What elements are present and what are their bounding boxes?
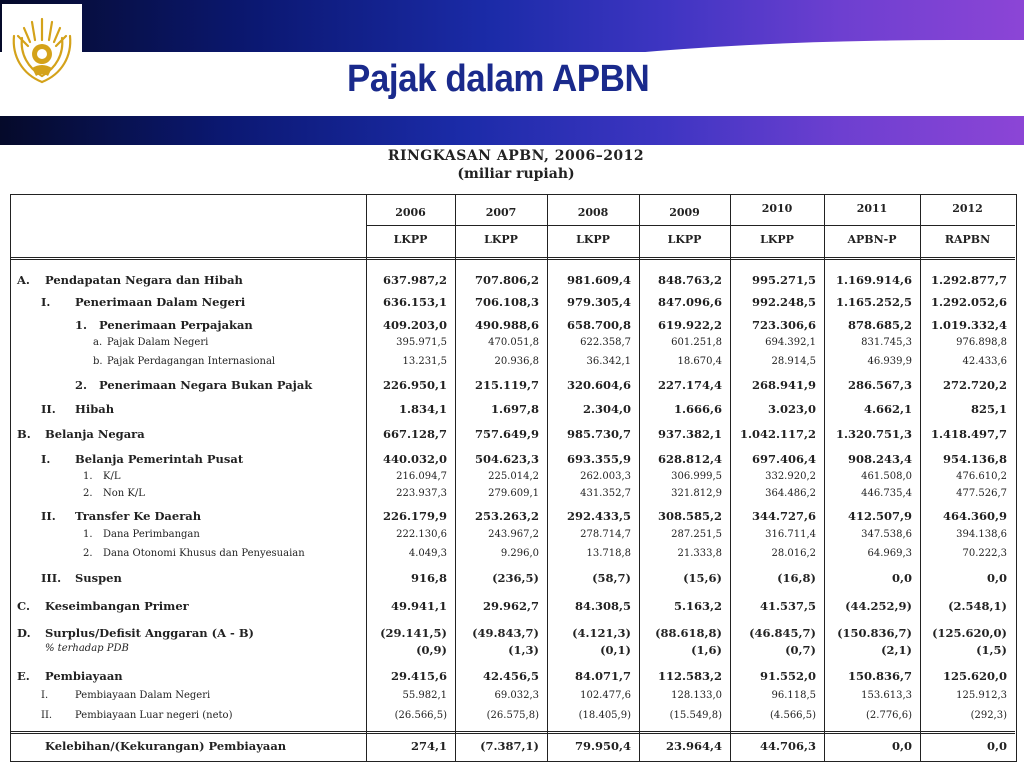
table-cell: 0,0 [986, 571, 1007, 585]
row-code: II. [41, 509, 56, 523]
table-cell: (1,3) [508, 643, 539, 657]
table-cell: 279.609,1 [488, 488, 539, 499]
table-cell: (15.549,8) [669, 710, 722, 721]
table-cell: 2.304,0 [582, 402, 631, 416]
table-cell: (16,8) [777, 571, 816, 585]
row-label: Belanja Negara [45, 427, 145, 441]
row-code: b. [93, 356, 103, 367]
table-cell: 44.706,3 [759, 739, 816, 753]
row-label: Pajak Dalam Negeri [107, 337, 209, 348]
row-code: I. [41, 295, 51, 309]
table-cell: 825,1 [970, 402, 1007, 416]
year-header: 2010 [761, 202, 793, 215]
table-cell: (26.566,5) [394, 710, 447, 721]
row-label: Pendapatan Negara dan Hibah [45, 273, 243, 287]
table-cell: 658.700,8 [566, 318, 631, 332]
table-cell: 321.812,9 [671, 488, 722, 499]
table-cell: 28.914,5 [771, 356, 816, 367]
table-cell: 395.971,5 [396, 337, 447, 348]
table-cell: 46.939,9 [867, 356, 912, 367]
table-cell: 4.662,1 [863, 402, 912, 416]
table-cell: (0,9) [416, 643, 447, 657]
table-cell: 636.153,1 [382, 295, 447, 309]
row-label: Dana Otonomi Khusus dan Penyesuaian [103, 548, 305, 559]
row-code: 1. [83, 529, 93, 540]
table-cell: 64.969,3 [867, 548, 912, 559]
row-code: 2. [83, 488, 93, 499]
row-label: Transfer Ke Daerah [75, 509, 202, 523]
status-header: LKPP [393, 233, 428, 246]
table-cell: 69.032,3 [494, 690, 539, 701]
table-cell: 667.128,7 [382, 427, 447, 441]
table-cell: (26.575,8) [486, 710, 539, 721]
row-label: Hibah [75, 402, 115, 416]
table-cell: (1,6) [691, 643, 722, 657]
table-cell: 831.745,3 [861, 337, 912, 348]
row-label: Pembiayaan Luar negeri (neto) [75, 710, 233, 721]
table-cell: 125.620,0 [942, 669, 1007, 683]
table-cell: 3.023,0 [767, 402, 816, 416]
row-code: II. [41, 402, 56, 416]
table-cell: (150.836,7) [837, 626, 912, 640]
table-cell: 243.967,2 [488, 529, 539, 540]
table-cell: 262.003,3 [580, 471, 631, 482]
table-cell: 477.526,7 [956, 488, 1007, 499]
table-cell: 36.342,1 [586, 356, 631, 367]
table-cell: 707.806,2 [474, 273, 539, 287]
row-label: Penerimaan Perpajakan [99, 318, 253, 332]
table-cell: 0,0 [891, 739, 912, 753]
footer-divider [11, 731, 1015, 734]
table-cell: 79.950,4 [574, 739, 631, 753]
table-cell: 84.308,5 [574, 599, 631, 613]
table-cell: 272.720,2 [942, 378, 1007, 392]
table-cell: 55.982,1 [402, 690, 447, 701]
table-cell: 112.583,2 [657, 669, 722, 683]
table-cell: 344.727,6 [751, 509, 816, 523]
table-cell: 619.922,2 [657, 318, 722, 332]
row-code: 2. [83, 548, 93, 559]
year-header: 2011 [856, 202, 888, 215]
table-cell: 308.585,2 [657, 509, 722, 523]
row-code: 2. [75, 378, 88, 392]
table-cell: (18.405,9) [578, 710, 631, 721]
table-cell: 490.988,6 [474, 318, 539, 332]
row-code: 1. [75, 318, 88, 332]
table-cell: 848.763,2 [657, 273, 722, 287]
table-cell: 476.610,2 [956, 471, 1007, 482]
table-cell: 637.987,2 [382, 273, 447, 287]
row-code: I. [41, 690, 49, 701]
table-cell: 697.406,4 [751, 452, 816, 466]
table-cell: (125.620,0) [932, 626, 1007, 640]
status-header: LKPP [484, 233, 518, 246]
table-cell: 21.333,8 [677, 548, 722, 559]
table-title: RINGKASAN APBN, 2006–2012 [387, 148, 645, 164]
table-cell: 287.251,5 [671, 529, 722, 540]
slide-title: Pajak dalam APBN [347, 58, 650, 100]
table-cell: 916,8 [410, 571, 447, 585]
row-code: 1. [83, 471, 93, 482]
table-cell: 1.292.877,7 [930, 273, 1007, 287]
table-cell: 1.666,6 [673, 402, 722, 416]
table-cell: 9.296,0 [500, 548, 539, 559]
row-label: Non K/L [103, 488, 145, 499]
table-cell: (4.121,3) [572, 626, 631, 640]
table-cell: 268.941,9 [751, 378, 816, 392]
status-header: APBN-P [847, 233, 897, 246]
table-cell: 364.486,2 [765, 488, 816, 499]
table-cell: 13.231,5 [402, 356, 447, 367]
table-cell: 91.552,0 [759, 669, 816, 683]
header-bar [0, 116, 1024, 145]
row-code: A. [17, 273, 30, 287]
table-cell: (292,3) [970, 710, 1007, 721]
table-cell: 440.032,0 [382, 452, 447, 466]
row-label: Pajak Perdagangan Internasional [107, 356, 276, 367]
status-header: LKPP [576, 233, 610, 246]
header-mid-line [366, 225, 1015, 226]
table-cell: (46.845,7) [749, 626, 816, 640]
table-cell: 84.071,7 [574, 669, 631, 683]
table-cell: 1.042.117,2 [739, 427, 816, 441]
table-cell: 125.912,3 [956, 690, 1007, 701]
table-cell: 227.174,4 [657, 378, 722, 392]
table-cell: 601.251,8 [671, 337, 722, 348]
table-cell: 49.941,1 [390, 599, 447, 613]
table-cell: 306.999,5 [671, 471, 722, 482]
table-cell: 723.306,6 [751, 318, 816, 332]
row-code: B. [17, 427, 31, 441]
table-cell: 4.049,3 [408, 548, 447, 559]
table-cell: 461.508,0 [861, 471, 912, 482]
table-cell: 1.019.332,4 [930, 318, 1007, 332]
year-header: 2007 [485, 206, 517, 219]
table-cell: (236,5) [492, 571, 539, 585]
table-cell: 226.179,9 [382, 509, 447, 523]
table-cell: 153.613,3 [861, 690, 912, 701]
row-label: K/L [103, 471, 121, 482]
table-cell: (4.566,5) [770, 710, 816, 721]
table-cell: 102.477,6 [580, 690, 631, 701]
table-cell: 504.623,3 [474, 452, 539, 466]
table-cell: 278.714,7 [580, 529, 631, 540]
row-code: II. [41, 710, 53, 721]
table-cell: 1.292.052,6 [930, 295, 1007, 309]
table-cell: 226.950,1 [382, 378, 447, 392]
table-cell: 954.136,8 [942, 452, 1007, 466]
table-cell: 0,0 [891, 571, 912, 585]
table-cell: 42.433,6 [962, 356, 1007, 367]
table-cell: 29.415,6 [390, 669, 447, 683]
apbn-summary-table [10, 194, 1017, 762]
table-cell: 464.360,9 [942, 509, 1007, 523]
table-cell: 694.392,1 [765, 337, 816, 348]
row-code: III. [41, 571, 62, 585]
row-label: Penerimaan Dalam Negeri [75, 295, 246, 309]
table-cell: (2,1) [881, 643, 912, 657]
table-unit: (miliar rupiah) [457, 166, 575, 182]
table-cell: (1,5) [976, 643, 1007, 657]
year-header: 2012 [952, 202, 983, 215]
table-cell: 274,1 [410, 739, 447, 753]
table-cell: 992.248,5 [751, 295, 816, 309]
table-cell: (58,7) [592, 571, 631, 585]
row-label: Keseimbangan Primer [45, 599, 189, 613]
table-cell: 937.382,1 [657, 427, 722, 441]
table-cell: 150.836,7 [847, 669, 912, 683]
table-cell: (88.618,8) [655, 626, 722, 640]
table-cell: 225.014,2 [488, 471, 539, 482]
status-header: LKPP [760, 233, 794, 246]
table-cell: 878.685,2 [847, 318, 912, 332]
table-cell: 253.263,2 [474, 509, 539, 523]
table-cell: 1.697,8 [490, 402, 539, 416]
table-cell: 41.537,5 [759, 599, 816, 613]
table-cell: 847.096,6 [657, 295, 722, 309]
table-cell: 96.118,5 [771, 690, 816, 701]
table-cell: 1.320.751,3 [835, 427, 912, 441]
table-cell: 979.305,4 [566, 295, 631, 309]
table-cell: 409.203,0 [382, 318, 447, 332]
table-cell: (44.252,9) [845, 599, 912, 613]
row-label: Belanja Pemerintah Pusat [75, 452, 244, 466]
makara-logo-icon [2, 4, 82, 90]
table-cell: 286.567,3 [847, 378, 912, 392]
table-cell: 128.133,0 [671, 690, 722, 701]
table-cell: (0,1) [600, 643, 631, 657]
table-cell: 981.609,4 [566, 273, 631, 287]
table-cell: 470.051,8 [488, 337, 539, 348]
table-cell: 1.834,1 [398, 402, 447, 416]
table-cell: 222.130,6 [396, 529, 447, 540]
table-cell: (29.141,5) [380, 626, 447, 640]
table-caption [374, 148, 658, 182]
table-cell: 1.165.252,5 [835, 295, 912, 309]
table-cell: (0,7) [785, 643, 816, 657]
table-cell: 622.358,7 [580, 337, 631, 348]
row-code: D. [17, 626, 31, 640]
row-code: I. [41, 452, 51, 466]
table-cell: 0,0 [986, 739, 1007, 753]
table-cell: 5.163,2 [673, 599, 722, 613]
table-cell: 1.418.497,7 [930, 427, 1007, 441]
table-cell: 347.538,6 [861, 529, 912, 540]
table-cell: 757.649,9 [474, 427, 539, 441]
table-cell: 223.937,3 [396, 488, 447, 499]
table-cell: (49.843,7) [472, 626, 539, 640]
table-cell: 976.898,8 [956, 337, 1007, 348]
row-code: C. [17, 599, 30, 613]
table-cell: 28.016,2 [771, 548, 816, 559]
table-cell: 693.355,9 [566, 452, 631, 466]
table-cell: 216.094,7 [396, 471, 447, 482]
table-cell: 23.964,4 [665, 739, 722, 753]
table-cell: 292.433,5 [566, 509, 631, 523]
row-code: a. [93, 337, 103, 348]
row-label: Dana Perimbangan [103, 529, 200, 540]
row-label: Pembiayaan Dalam Negeri [75, 690, 211, 701]
table-cell: 70.222,3 [962, 548, 1007, 559]
table-cell: (2.548,1) [948, 599, 1007, 613]
table-cell: 995.271,5 [751, 273, 816, 287]
table-cell: 42.456,5 [482, 669, 539, 683]
table-cell: 332.920,2 [765, 471, 816, 482]
table-cell: 412.507,9 [847, 509, 912, 523]
table-cell: 394.138,6 [956, 529, 1007, 540]
table-cell: 20.936,8 [494, 356, 539, 367]
university-logo [2, 4, 82, 90]
status-header: RAPBN [944, 233, 991, 246]
table-cell: 18.670,4 [677, 356, 722, 367]
table-cell: 320.604,6 [566, 378, 631, 392]
table-cell: 985.730,7 [566, 427, 631, 441]
table-cell: (7.387,1) [480, 739, 539, 753]
table-cell: 446.735,4 [861, 488, 912, 499]
table-cell: 316.711,4 [765, 529, 816, 540]
header-divider [11, 257, 1015, 260]
table-cell: (2.776,6) [866, 710, 912, 721]
table-cell: 13.718,8 [586, 548, 631, 559]
row-label: Pembiayaan [45, 669, 123, 683]
year-header: 2006 [395, 206, 426, 219]
row-label: Surplus/Defisit Anggaran (A - B) [45, 626, 254, 640]
row-code: E. [17, 669, 30, 683]
row-label: Kelebihan/(Kekurangan) Pembiayaan [45, 739, 287, 753]
year-header: 2008 [577, 206, 609, 219]
row-label: Penerimaan Negara Bukan Pajak [99, 378, 313, 392]
row-label: Suspen [75, 571, 122, 585]
year-header: 2009 [669, 206, 700, 219]
status-header: LKPP [667, 233, 702, 246]
table-cell: (15,6) [683, 571, 722, 585]
table-cell: 215.119,7 [474, 378, 539, 392]
table-cell: 628.812,4 [657, 452, 722, 466]
table-cell: 706.108,3 [474, 295, 539, 309]
table-cell: 29.962,7 [482, 599, 539, 613]
table-cell: 431.352,7 [580, 488, 631, 499]
table-cell: 1.169.914,6 [835, 273, 912, 287]
table-cell: 908.243,4 [847, 452, 912, 466]
row-label: % terhadap PDB [45, 643, 129, 654]
